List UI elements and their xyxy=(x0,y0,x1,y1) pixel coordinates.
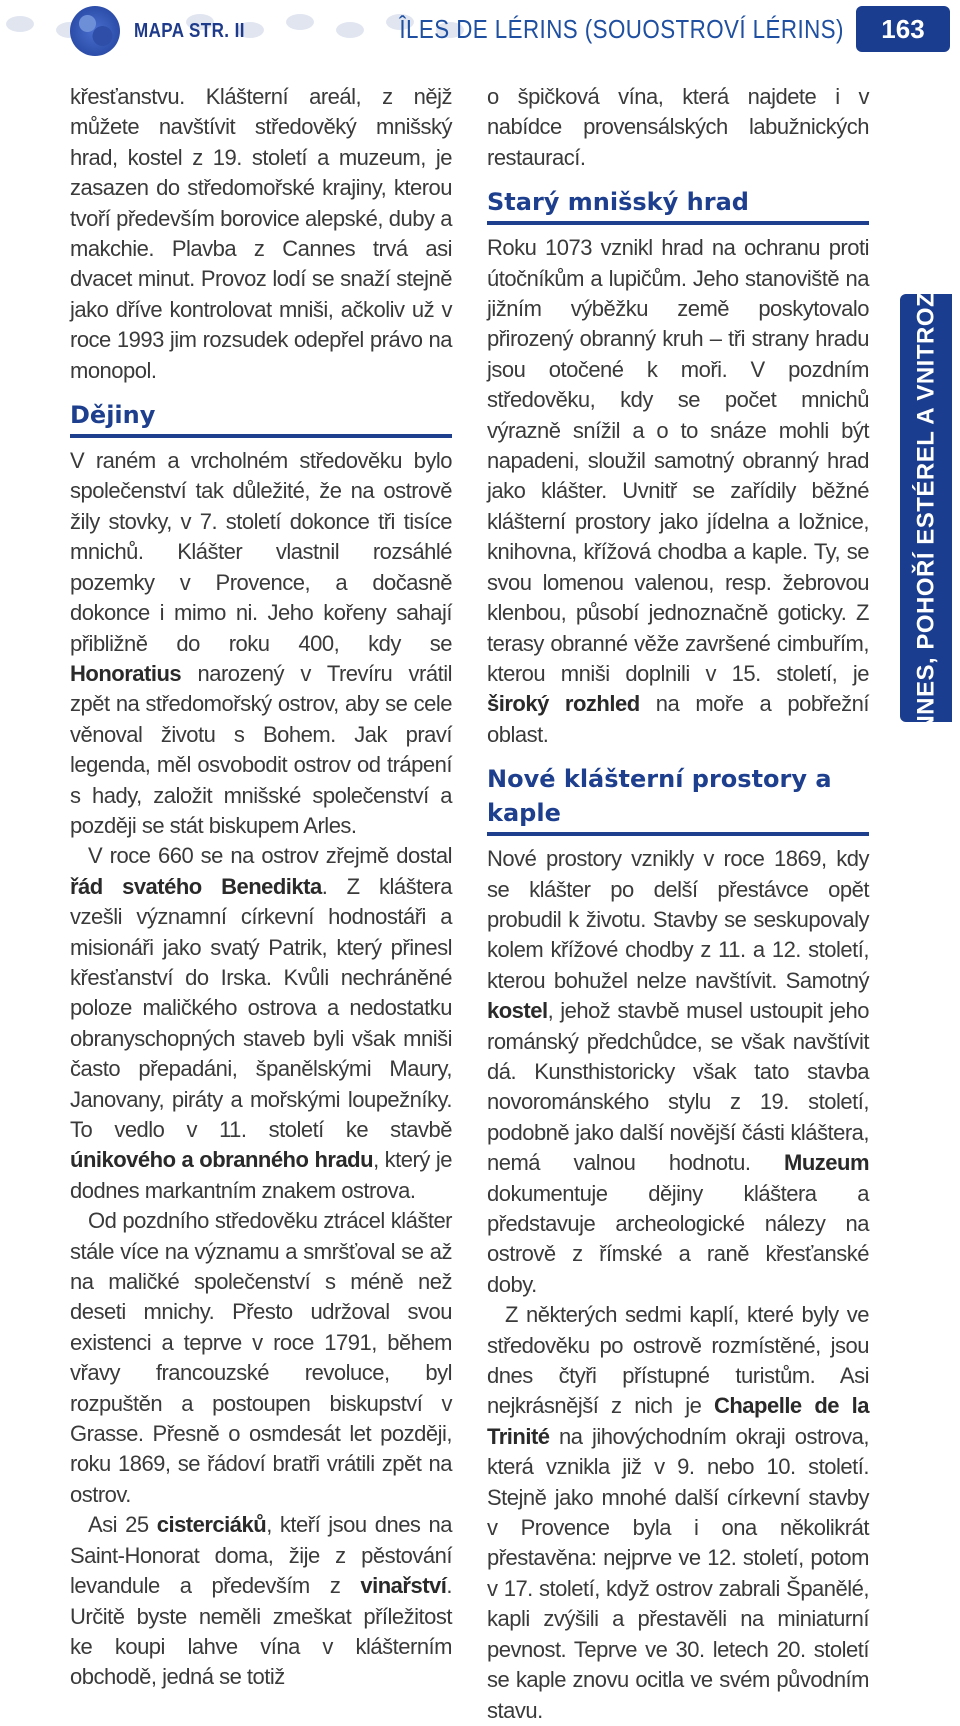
map-reference: MAPA STR. II xyxy=(134,20,245,42)
globe-logo-icon xyxy=(70,6,120,56)
page-number: 163 xyxy=(856,6,950,52)
history-paragraph-1: V raném a vrcholném středověku bylo společenství tak důležité, že na ostrově žily stovky, v 7. století dokonce tři tisíce mnichů. Klášter vlastnil rozsáhlé pozemky v Provence, a dočasně dokonce i mimo ni. Jeho kořeny sahají přibližně do roku 400, kdy se Honoratius narozený v Trevíru vrátil zpět na středomořský ostrov, aby se cele věnoval životu s Bohem. Jak praví legenda, měl osvobodit ostrov od trápení s hady, založit mnišské společenství a později se stát biskupem Arles. xyxy=(70,448,452,838)
left-column xyxy=(70,82,452,1693)
right-intro-paragraph: o špičková vína, která najdete i v nabídce provensálských labužnických restaurací. xyxy=(487,84,869,170)
running-title: ÎLES DE LÉRINS (SOUOSTROVÍ LÉRINS) xyxy=(399,14,844,44)
new-buildings-paragraph-1: Nové prostory vznikly v roce 1869, kdy se klášter po delší přestávce opět probudil k životu. Stavby se seskupovaly kolem křížové chodby z 11. a 12. století, kterou bohužel nelze navštívit. Samotný kostel, jehož stavbě musel ustoupit jeho románský předchůdce, se však navštívit dá. Kunsthistoricky však tato stavba novorománského stylu z 19. století, podobně jako další novější části kláštera, nemá valnou hodnotu. Muzeum dokumentuje dějiny kláštera a představuje archeologické nálezy na ostrově z římské a raně křesťanské doby. xyxy=(487,846,869,1297)
section-heading-castle: Starý mnišský hrad xyxy=(487,185,869,225)
section-heading-new-buildings: Nové klášterní prostory a kaple xyxy=(487,762,869,836)
section-heading-history: Dějiny xyxy=(70,398,452,438)
castle-paragraph: Roku 1073 vznikl hrad na ochranu proti útočníkům a lupičům. Jeho stanoviště na jižním výběžku země poskytovalo přirozený obranný kruh – tři strany hradu jsou otočené k moři. V pozdním středověku, kdy se počet mnichů výrazně snížil a o to snáze mohli být napadeni, sloužil samotný obranný hrad jako klášter. Uvnitř se zařídily běžné klášterní prostory jako jídelna a ložnice, knihovna, křížová chodba a kaple. Ty, se svou lomenou valenou, resp. žebrovou klenbou, působí jednoznačně goticky. Z terasy obranné věže završené cimbuřím, kterou mniši doplnili v 15. století, je široký rozhled na moře a pobřežní oblast. xyxy=(487,235,869,747)
history-paragraph-3: Od pozdního středověku ztrácel klášter stále více na významu a smršťoval se až na maličké společenství s méně než deseti mnichy. Přesto udržoval svou existenci a teprve v roce 1791, během vřavy francouzské revoluce, byl rozpuštěn a postoupen biskupství v Grasse. Přesně o osmdesát let později, roku 1869, se řádoví bratři vrátili zpět na ostrov. xyxy=(70,1208,452,1507)
chapter-side-tab-label: CANNES, POHOŘÍ ESTÉREL A VNITROZEMÍ xyxy=(912,247,939,769)
right-column xyxy=(487,82,869,1726)
history-paragraph-4: Asi 25 cisterciáků, kteří jsou dnes na Saint-Honorat doma, žije z pěstování levandule a především z vinařství. Určitě byste neměli zmeškat příležitost ke koupi lahve vína v klášterním obchodě, jedná se totiž xyxy=(70,1512,452,1690)
history-paragraph-2: V roce 660 se na ostrov zřejmě dostal řád svatého Benedikta. Z kláštera vzešli významní církevní hodnostáři a misionáři jako svatý Patrik, který přinesl křesťanství do Irska. Kvůli nechráněné poloze maličkého ostrova a nedostatku obranyschopných staveb byli však mniši často přepadáni, španělskými Maury, Janovany, piráty a mořskými loupežníky. To vedlo v 11. století ke stavbě únikového a obranného hradu, který je dodnes markantním znakem ostrova. xyxy=(70,843,452,1203)
new-buildings-paragraph-2: Z některých sedmi kaplí, které byly ve středověku po ostrově rozmístěné, jsou dnes čtyři přístupné turistům. Asi nejkrásnější z nich je Chapelle de la Trinité na jihovýchodním okraji ostrova, která vznikla již v 9. nebo 10. století. Stejně jako mnohé další církevní stavby v Provence byla i ona několikrát přestavěna: nejprve ve 12. století, potom v 17. století, když ostrov zabrali Španělé, kapli zvýšili a přestavěli na miniaturní pevnost. Teprve ve 30. letech 20. století se kaple znovu ocitla ve svém původním stavu. xyxy=(487,1302,869,1723)
chapter-side-tab xyxy=(900,247,952,769)
left-intro-paragraph: křesťanstvu. Klášterní areál, z nějž můžete navštívit středověký mnišský hrad, kostel z 19. století a muzeum, je zasazen do středomořské krajiny, kterou tvoří především borovice alepské, duby a makchie. Plavba z Cannes trvá asi dvacet minut. Provoz lodí se snaží stejně jako dříve kontrolovat mniši, ačkoliv už v roce 1993 jim rozsudek odepřel právo na monopol. xyxy=(70,84,452,383)
page-header xyxy=(0,0,960,62)
